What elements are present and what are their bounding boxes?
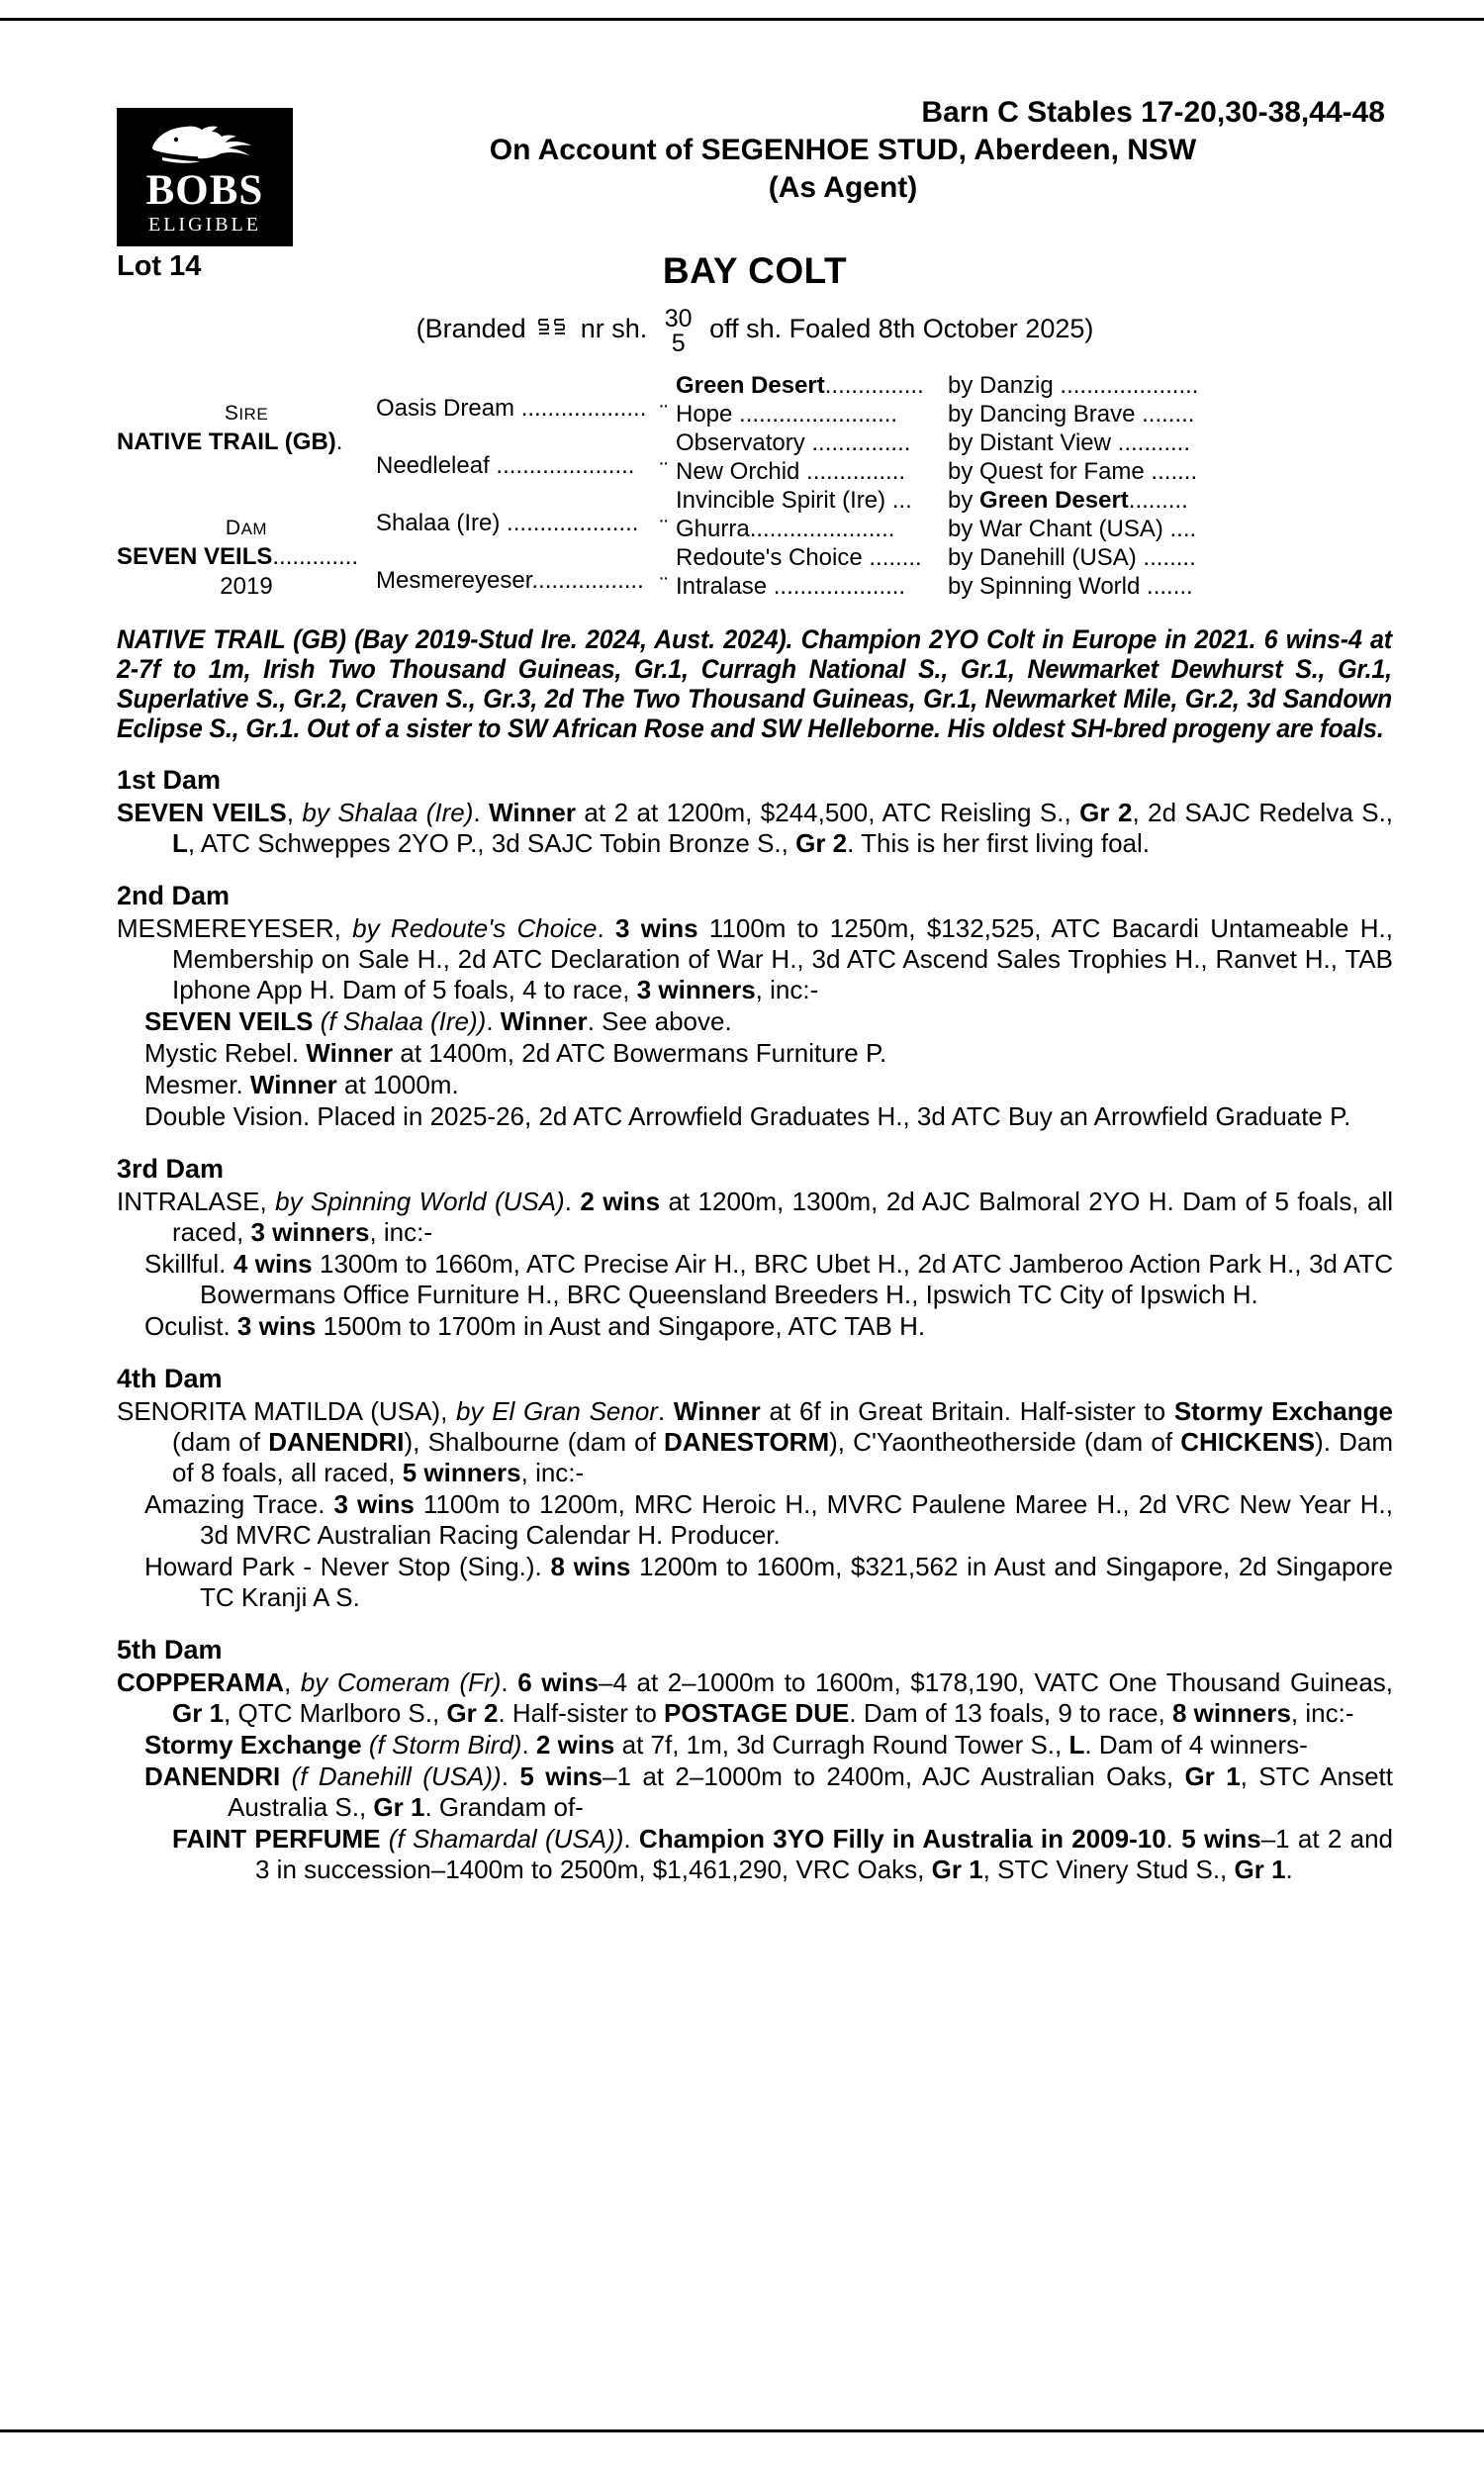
pedigree-entry: Mesmer. Winner at 1000m. bbox=[144, 1070, 459, 1099]
pedigree-g3-cell: ¨ Hope ........................ bbox=[660, 401, 898, 428]
header-text-lines bbox=[293, 94, 1393, 207]
brand-mid-text: nr sh. bbox=[580, 314, 648, 344]
pedigree-generation-2 bbox=[376, 369, 673, 615]
pedigree-entry: Stormy Exchange (f Storm Bird). 2 wins at 7f, 1m, 3d Curragh Round Tower S., L. Dam of 4 winners- bbox=[144, 1730, 1308, 1760]
pedigree-g4-cell: by Green Desert......... bbox=[948, 487, 1188, 514]
pedigree-g4-cell: by Distant View ........... bbox=[948, 429, 1190, 456]
pedigree-g4-cell: by Dancing Brave ........ bbox=[948, 401, 1195, 428]
pedigree-entry: Howard Park - Never Stop (Sing.). 8 wins 1200m to 1600m, $321,562 in Aust and Singapore, 2d Singapore TC Kranji A S. bbox=[144, 1552, 1393, 1612]
pedigree-entry: Mystic Rebel. Winner at 1400m, 2d ATC Bowermans Furniture P. bbox=[144, 1038, 887, 1068]
page-content bbox=[117, 94, 1393, 1886]
dam-name: SEVEN VEILS............. bbox=[117, 543, 359, 570]
pedigree-generation-1 bbox=[117, 369, 376, 615]
brand-fraction bbox=[665, 307, 693, 356]
pedigree-entry: SENORITA MATILDA (USA), by El Gran Senor. Winner at 6f in Great Britain. Half-sister to Stormy Exchange (dam of DANENDRI), Shalbourne (dam of DANESTORM), C'Yaontheotherside (dam of CHICKENS). Dam of 8 foals, all raced, 5 winners, inc:- bbox=[117, 1396, 1393, 1487]
dam-section-heading: 4th Dam bbox=[117, 1364, 223, 1393]
dam-section-heading: 3rd Dam bbox=[117, 1154, 225, 1184]
sire-performance-paragraph: NATIVE TRAIL (GB) (Bay 2019-Stud Ire. 2024, Aust. 2024). Champion 2YO Colt in Europe in 2021. 6 wins-4 at 2-7f to 1m, Irish Two Thousand Guineas, Gr.1, Curragh National S., Gr.1, Newmarket Dewhurst S., Gr.1, Superlative S., Gr.2, Craven S., Gr.3, 2d The Two Thousand Guineas, Gr.1, Newmarket Mile, Gr.2, 3d Sandown Eclipse S., Gr.1. Out of a sister to SW African Rose and SW Helleborne. His oldest SH-bred progeny are foals. bbox=[117, 624, 1392, 743]
page-header bbox=[117, 94, 1393, 250]
brand-prefix-text: (Branded bbox=[416, 314, 526, 344]
branding-line bbox=[117, 306, 1393, 355]
pedigree-g2-cell: Mesmereyeser................. bbox=[376, 567, 644, 594]
dam-sections bbox=[117, 765, 1393, 1885]
pedigree-g4-cell: by Danehill (USA) ........ bbox=[948, 544, 1196, 571]
pedigree-table bbox=[117, 369, 1393, 615]
pedigree-g4-cell: by Danzig ..................... bbox=[948, 372, 1199, 399]
pedigree-entry: SEVEN VEILS (f Shalaa (Ire)). Winner. See above. bbox=[144, 1006, 732, 1036]
pedigree-entry: SEVEN VEILS, by Shalaa (Ire). Winner at 2 at 1200m, $244,500, ATC Reisling S., Gr 2, 2d SAJC Redelva S., L, ATC Schweppes 2YO P., 3d SAJC Tobin Bronze S., Gr 2. This is her first living foal. bbox=[117, 798, 1394, 858]
pedigree-g3-cell: Redoute's Choice ........ bbox=[676, 544, 922, 571]
dam-group bbox=[117, 516, 376, 602]
bobs-eligible-subtext: ELIGIBLE bbox=[148, 214, 261, 236]
page-title: BAY COLT bbox=[662, 250, 848, 291]
pedigree-entry: FAINT PERFUME (f Shamardal (USA)). Champion 3YO Filly in Australia in 2009-10. 5 wins–1 at 2 and 3 in succession–1400m to 2500m, $1,461,290, VRC Oaks, Gr 1, STC Vinery Stud S., Gr 1. bbox=[172, 1824, 1393, 1884]
pedigree-entry: Amazing Trace. 3 wins 1100m to 1200m, MRC Heroic H., MVRC Paulene Maree H., 2d VRC New Year H., 3d MVRC Australian Racing Calendar H. Producer. bbox=[144, 1489, 1393, 1550]
horse-head-icon bbox=[117, 118, 293, 169]
pedigree-g3-cell: ¨ Intralase .................... bbox=[660, 573, 906, 600]
account-of-line: On Account of SEGENHOE STUD, Aberdeen, NSW bbox=[489, 134, 1197, 166]
pedigree-g3-cell: ¨ New Orchid ............... bbox=[660, 458, 906, 485]
sire-name: NATIVE TRAIL (GB). bbox=[117, 428, 343, 455]
barn-stables-line: Barn C Stables 17-20,30-38,44-48 bbox=[921, 96, 1385, 129]
pedigree-entry: Double Vision. Placed in 2025-26, 2d ATC Arrowfield Graduates H., 3d ATC Buy an Arrowfield Graduate P. bbox=[144, 1101, 1351, 1131]
pedigree-g2-cell: Needleleaf ..................... bbox=[376, 452, 635, 479]
pedigree-g4-cell: by Quest for Fame ....... bbox=[948, 458, 1198, 485]
dam-label: DAM bbox=[225, 517, 268, 539]
lot-title-row bbox=[117, 250, 1393, 298]
pedigree-g3-cell: ¨ Ghurra...................... bbox=[660, 516, 895, 542]
brand-fraction-numerator: 30 bbox=[664, 305, 693, 333]
sire-label: SIRE bbox=[224, 402, 269, 425]
pedigree-g3-cell: Green Desert............... bbox=[676, 372, 924, 399]
pedigree-entry: INTRALASE, by Spinning World (USA). 2 wins at 1200m, 1300m, 2d AJC Balmoral 2YO H. Dam of 5 foals, all raced, 3 winners, inc:- bbox=[117, 1187, 1393, 1247]
pedigree-g3-cell: Invincible Spirit (Ire) ... bbox=[676, 487, 912, 514]
pedigree-g4-cell: by Spinning World ....... bbox=[948, 573, 1193, 600]
lot-number: Lot 14 bbox=[117, 250, 202, 282]
sire-group bbox=[117, 401, 376, 457]
dam-section-heading: 2nd Dam bbox=[117, 881, 231, 910]
pedigree-generation-3 bbox=[660, 369, 955, 615]
as-agent-line: (As Agent) bbox=[768, 171, 918, 204]
pedigree-g2-cell: Shalaa (Ire) .................... bbox=[376, 510, 639, 536]
dam-year: 2019 bbox=[220, 573, 273, 600]
pedigree-entry: Oculist. 3 wins 1500m to 1700m in Aust and Singapore, ATC TAB H. bbox=[144, 1311, 926, 1341]
dam-section-heading: 1st Dam bbox=[117, 765, 222, 795]
dam-section-heading: 5th Dam bbox=[117, 1635, 223, 1665]
ss-monogram-brand-icon bbox=[536, 316, 570, 341]
page-top-rule bbox=[0, 18, 1484, 21]
pedigree-g4-cell: by War Chant (USA) .... bbox=[948, 516, 1197, 542]
pedigree-g2-cell: Oasis Dream ................... bbox=[376, 395, 647, 422]
bobs-eligible-logo bbox=[117, 108, 293, 246]
pedigree-generation-4 bbox=[948, 369, 1393, 615]
pedigree-entry: Skillful. 4 wins 1300m to 1660m, ATC Precise Air H., BRC Ubet H., 2d ATC Jamberoo Action Park H., 3d ATC Bowermans Office Furniture H., BRC Queensland Breeders H., Ipswich TC City of Ipswich H. bbox=[144, 1249, 1393, 1309]
brand-fraction-denominator: 5 bbox=[671, 330, 686, 357]
pedigree-entry: DANENDRI (f Danehill (USA)). 5 wins–1 at 2–1000m to 2400m, AJC Australian Oaks, Gr 1, STC Ansett Australia S., Gr 1. Grandam of- bbox=[144, 1761, 1393, 1822]
page-bottom-rule bbox=[0, 2429, 1484, 2432]
pedigree-entry: MESMEREYESER, by Redoute's Choice. 3 wins 1100m to 1250m, $132,525, ATC Bacardi Untameable H., Membership on Sale H., 2d ATC Declaration of War H., 3d ATC Ascend Sales Trophies H., Ranvet H., TAB Iphone App H. Dam of 5 foals, 4 to race, 3 winners, inc:- bbox=[117, 913, 1393, 1004]
bobs-wordmark: BOBS bbox=[145, 167, 264, 214]
pedigree-entry: COPPERAMA, by Comeram (Fr). 6 wins–4 at 2–1000m to 1600m, $178,190, VATC One Thousand Guineas, Gr 1, QTC Marlboro S., Gr 2. Half-sister to POSTAGE DUE. Dam of 13 foals, 9 to race, 8 winners, inc:- bbox=[117, 1667, 1394, 1728]
pedigree-g3-cell: Observatory ............... bbox=[676, 429, 911, 456]
brand-suffix-text: off sh. Foaled 8th October 2025) bbox=[709, 314, 1094, 344]
